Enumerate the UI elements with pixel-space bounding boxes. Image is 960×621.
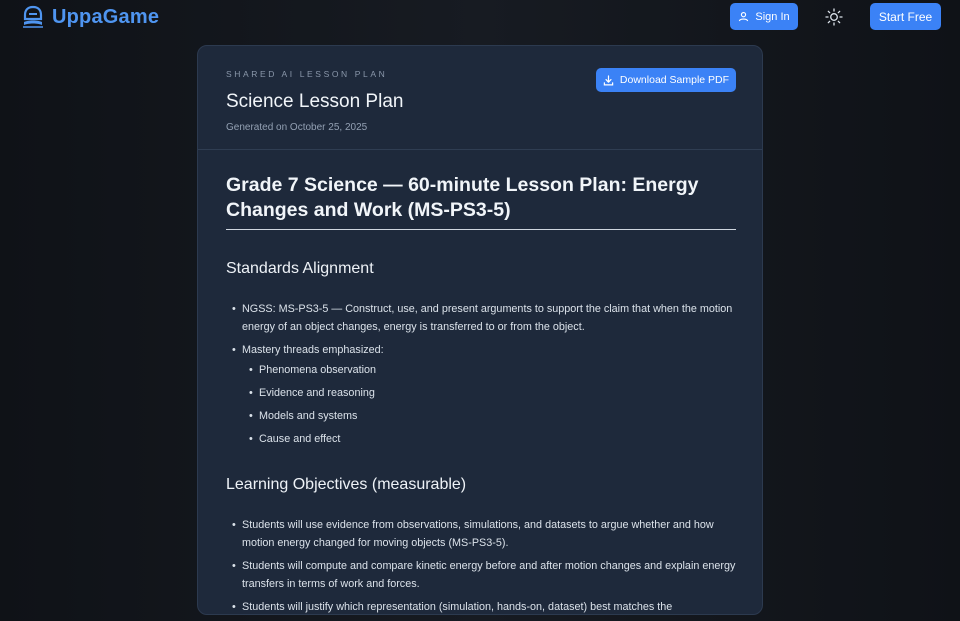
list-item: [242, 341, 736, 448]
start-free-button[interactable]: Start Free: [870, 3, 941, 30]
lesson-heading: Grade 7 Science — 60-minute Lesson Plan: Energy Changes and Work (MS-PS3-5): [226, 173, 736, 230]
sign-in-button[interactable]: [730, 3, 798, 30]
card-header: [198, 46, 762, 150]
top-nav: [0, 0, 960, 36]
page-title: Science Lesson Plan: [226, 91, 404, 112]
standards-heading: Standards Alignment: [226, 260, 374, 277]
list-item: • Cause and effect: [259, 430, 736, 448]
brand-name: UppaGame: [52, 5, 160, 28]
user-icon: [738, 11, 749, 22]
list-item-text: Mastery threads emphasized:: [242, 344, 384, 356]
list-item: [242, 300, 736, 336]
list-item: • Models and systems: [259, 407, 736, 425]
download-label: Download Sample PDF: [619, 74, 730, 86]
lesson-content: [226, 173, 736, 621]
list-item: • Phenomena observation: [259, 361, 736, 379]
download-pdf-button[interactable]: [596, 68, 736, 92]
knight-helmet-icon: [20, 4, 46, 30]
objectives-heading: Learning Objectives (measurable): [226, 476, 467, 493]
eyebrow-label: SHARED AI LESSON PLAN: [226, 69, 388, 79]
list-item-text: NGSS: MS-PS3-5 — Construct, use, and present arguments to support the claim that when the motion energy of an object changes, energy is transferred to or from the object.: [242, 303, 733, 333]
sun-icon[interactable]: [824, 7, 844, 27]
standards-list: [226, 300, 736, 448]
objectives-list: [226, 516, 736, 616]
list-item: • Students will justify which representation (simulation, hands-on, dataset) best matches the: [242, 598, 736, 616]
lesson-plan-card: [197, 45, 763, 615]
list-item: • Evidence and reasoning: [259, 384, 736, 402]
download-icon: [603, 75, 614, 86]
list-item: • Students will use evidence from observations, simulations, and datasets to argue whether and how motion energy changed for moving objects (MS-PS3-5).: [242, 516, 736, 552]
list-item: • Students will compute and compare kinetic energy before and after motion changes and explain energy transfers in terms of work and forces.: [242, 557, 736, 593]
sign-in-label: Sign In: [755, 10, 790, 23]
mastery-threads-list: [242, 361, 736, 448]
brand-logo[interactable]: [20, 4, 159, 30]
generated-date: Generated on October 25, 2025: [226, 122, 368, 133]
